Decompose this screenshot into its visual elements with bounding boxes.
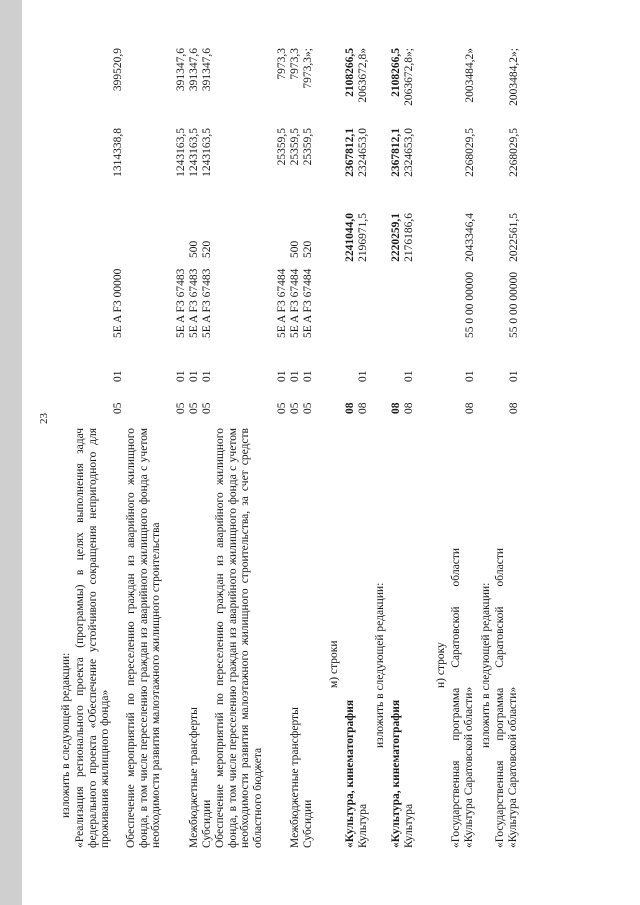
code-section: 05	[201, 402, 213, 414]
row-label: Культура	[357, 803, 369, 848]
code-section: 05	[112, 402, 124, 414]
intro-text: изложить в следующей редакции:	[480, 582, 492, 748]
value-2: 2324653,0	[403, 128, 415, 177]
code-section: 05	[302, 402, 314, 414]
value-2: 7973,3»;	[302, 48, 314, 89]
section-heading: н) строку	[435, 642, 447, 688]
code-subsection: 01	[289, 370, 301, 382]
code-expense-type: 520	[302, 240, 314, 258]
value-1: 1243163,5	[175, 128, 187, 177]
value-1: 2022561,5	[508, 213, 520, 262]
code-target: 5E A F3 67483	[188, 268, 200, 338]
code-subsection: 01	[464, 370, 476, 382]
code-subsection: 01	[302, 370, 314, 382]
code-section: 08	[390, 402, 402, 414]
code-subsection: 01	[357, 370, 369, 382]
row-label: «Культура, кинематография	[390, 699, 402, 848]
row-label: «Государственная программа Саратовской области «Культура Саратовской области»	[494, 548, 519, 848]
value-2: 2324653,0	[357, 128, 369, 177]
section-heading: м) строки	[328, 640, 340, 688]
value-1: 1243163,5	[201, 128, 213, 177]
code-target: 5E A F3 67484	[302, 268, 314, 338]
value-1: 2220259,1	[390, 213, 402, 262]
value-1: 1314338,8	[112, 128, 124, 177]
value-2: 2268029,5	[464, 128, 476, 177]
code-subsection: 01	[403, 370, 415, 382]
code-subsection: 01	[112, 370, 124, 382]
page-number: 23	[38, 413, 50, 424]
code-subsection: 01	[508, 370, 520, 382]
value-1: 2196971,5	[357, 213, 369, 262]
code-section: 08	[403, 402, 415, 414]
document-body	[60, 48, 580, 848]
code-subsection: 01	[276, 370, 288, 382]
code-subsection: 01	[175, 370, 187, 382]
program-title: «Реализация регионального проекта (программы) в целях выполнения задач федерального проекта «Обеспечение устойчивого сокращения непригодного для проживания жилищного фонда»	[74, 428, 111, 848]
value-2: 391347,6	[188, 48, 200, 92]
code-section: 05	[175, 402, 187, 414]
value-2: 391347,6	[201, 48, 213, 92]
value-3: 2063672,8»;	[403, 48, 415, 106]
value-3: 2108266,5	[344, 48, 356, 97]
value-3: 2003484,2»	[464, 48, 476, 103]
code-target: 5E A F3 67484	[289, 268, 301, 338]
code-section: 08	[357, 402, 369, 414]
code-target: 5E A F3 67484	[276, 268, 288, 338]
value-2: 2367812,1	[390, 128, 402, 177]
value-3: 2003484,2»;	[508, 48, 520, 106]
code-expense-type: 520	[201, 240, 213, 258]
code-target: 55 0 00 00000	[464, 271, 476, 338]
code-section: 05	[289, 402, 301, 414]
row-label: Субсидии	[201, 799, 213, 848]
code-expense-type: 500	[188, 240, 200, 258]
code-section: 08	[464, 402, 476, 414]
row-label: Культура	[403, 803, 415, 848]
code-section: 08	[344, 402, 356, 414]
value-1: 25359,5	[276, 128, 288, 166]
value-2: 7973,3	[276, 48, 288, 80]
value-1: 25359,5	[289, 128, 301, 166]
value-1: 2241044,0	[344, 213, 356, 262]
row-label: Межбюджетные трансферты	[188, 707, 200, 848]
value-2: 391347,6	[175, 48, 187, 92]
scan-edge	[0, 0, 22, 905]
activity-text: Обеспечение мероприятий по переселению граждан из аварийного жилищного фонда, в том числе переселению граждан из аварийного жилищного фонда с учетом необходимости развития малоэтажного жилищного строительства, за счет средств областного бюджета	[214, 428, 264, 848]
code-expense-type: 500	[289, 240, 301, 258]
row-label: Субсидии	[302, 799, 314, 848]
code-section: 05	[188, 402, 200, 414]
code-section: 05	[276, 402, 288, 414]
value-2: 7973,3	[289, 48, 301, 80]
value-1: 2043346,4	[464, 213, 476, 262]
value-3: 2063672,8»	[357, 48, 369, 103]
intro-text: изложить в следующей редакции:	[60, 652, 72, 818]
value-1: 25359,5	[302, 128, 314, 166]
row-label: «Культура, кинематография	[344, 699, 356, 848]
code-target: 55 0 00 00000	[508, 271, 520, 338]
value-1: 2176186,6	[403, 213, 415, 262]
code-target: 5E A F3 00000	[112, 268, 124, 338]
code-section: 08	[508, 402, 520, 414]
value-2: 399520,9	[112, 48, 124, 92]
value-3: 2108266,5	[390, 48, 402, 97]
intro-text: изложить в следующей редакции:	[374, 582, 386, 748]
value-2: 2367812,1	[344, 128, 356, 177]
row-label: Межбюджетные трансферты	[289, 707, 301, 848]
code-target: 5E A F3 67483	[201, 268, 213, 338]
activity-text: Обеспечение мероприятий по переселению граждан из аварийного жилищного фонда, в том числе переселению граждан из аварийного жилищного фонда с учетом необходимости развития малоэтажного жилищного строительства	[125, 428, 162, 848]
code-subsection: 01	[201, 370, 213, 382]
code-subsection: 01	[188, 370, 200, 382]
row-label: «Государственная программа Саратовской области «Культура Саратовской области»	[450, 548, 475, 848]
value-1: 1243163,5	[188, 128, 200, 177]
value-2: 2268029,5	[508, 128, 520, 177]
code-target: 5E A F3 67483	[175, 268, 187, 338]
